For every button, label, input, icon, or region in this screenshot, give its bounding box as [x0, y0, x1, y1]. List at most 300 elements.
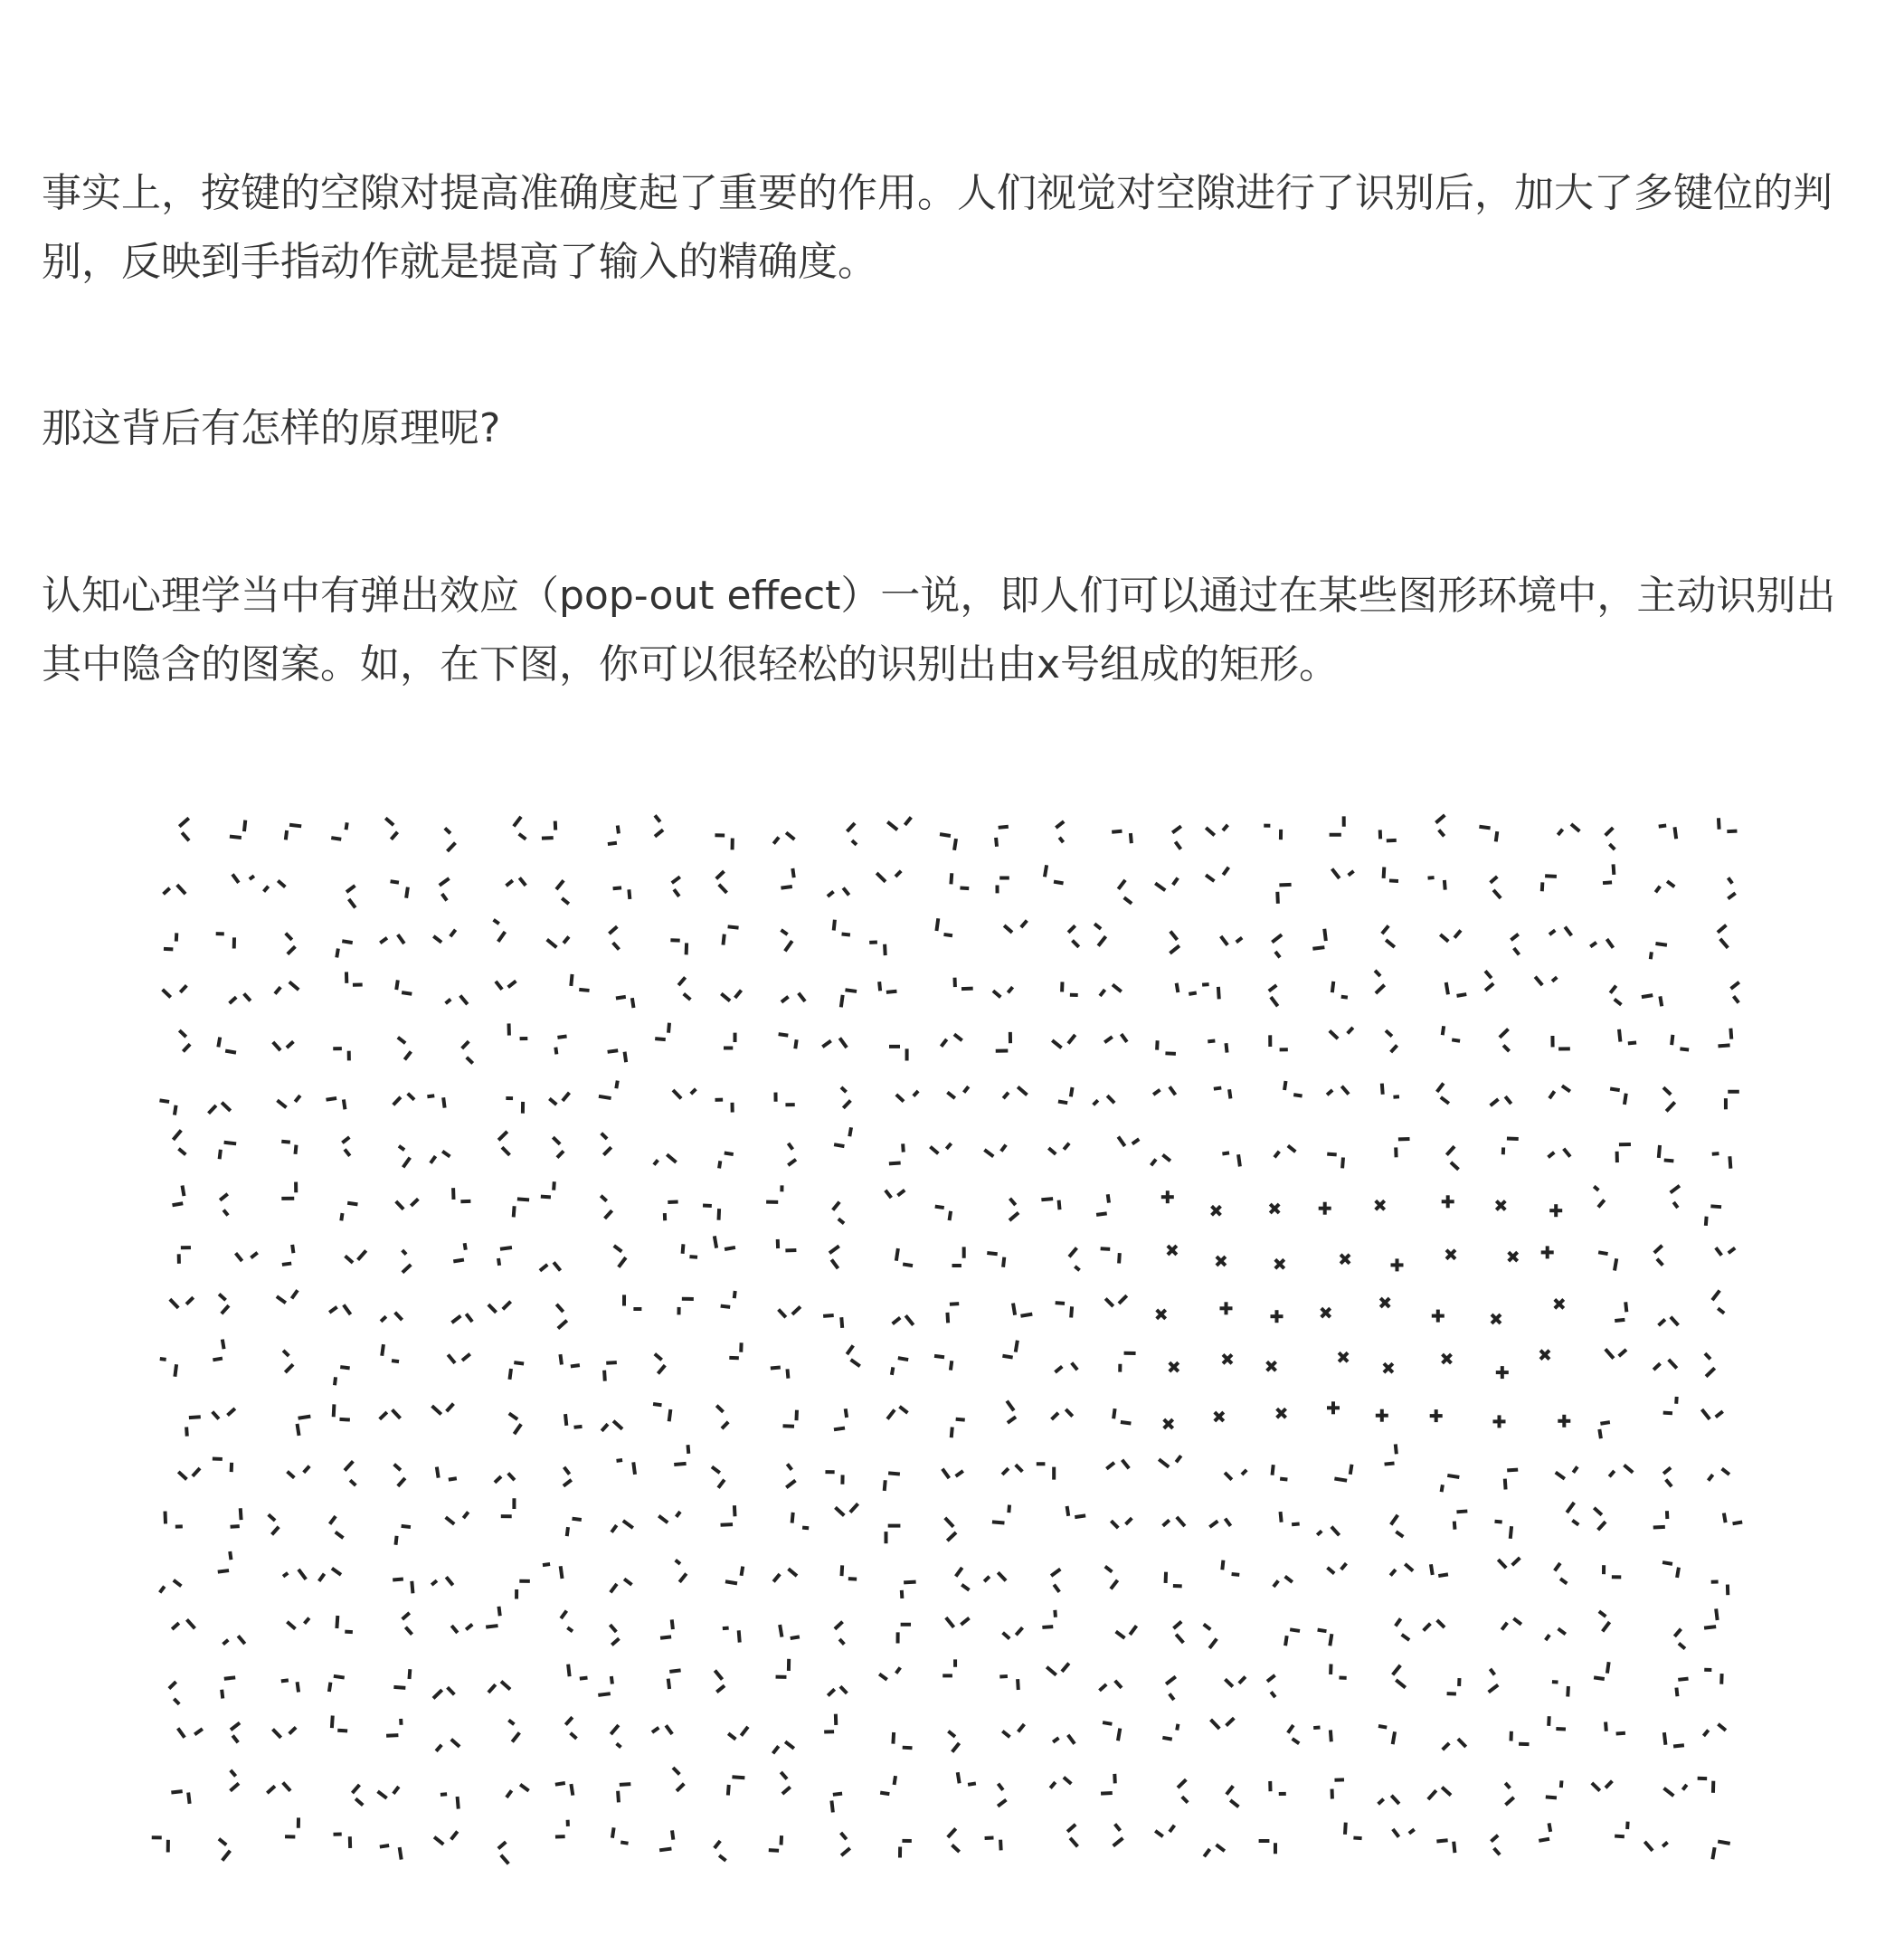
distractor-mark [1225, 1460, 1246, 1482]
distractor-mark [273, 1031, 294, 1051]
distractor-mark [213, 1399, 235, 1421]
distractor-mark [1100, 983, 1122, 1005]
distractor-mark [1206, 815, 1227, 837]
distractor-mark [654, 1152, 677, 1175]
distractor-mark [1659, 1315, 1679, 1335]
distractor-mark [886, 1181, 905, 1200]
distractor-mark [728, 1777, 745, 1797]
distractor-mark [1380, 925, 1402, 947]
distractor-mark [933, 1356, 952, 1371]
distractor-mark [702, 1206, 719, 1220]
distractor-mark [1673, 1629, 1693, 1649]
distractor-mark [707, 1406, 731, 1428]
distractor-mark [1176, 1779, 1198, 1802]
distractor-mark [946, 1607, 970, 1629]
distractor-mark [954, 1568, 978, 1590]
distractor-mark [229, 1722, 249, 1742]
distractor-mark [986, 1253, 1005, 1267]
distractor-mark [171, 1790, 189, 1806]
distractor-mark [1225, 1668, 1245, 1689]
distractor-mark [775, 1464, 798, 1487]
distractor-mark [997, 877, 1009, 893]
distractor-mark [334, 1834, 351, 1848]
distractor-mark [545, 1137, 565, 1157]
distractor-mark [832, 1622, 855, 1645]
distractor-mark [1055, 1361, 1077, 1382]
distractor-mark [218, 1038, 238, 1053]
distractor-mark [728, 1720, 748, 1741]
distractor-mark [1391, 1665, 1414, 1688]
x-mark [1165, 1358, 1183, 1376]
distractor-mark [1697, 1778, 1713, 1793]
distractor-mark [178, 1717, 203, 1741]
distractor-mark [947, 1078, 968, 1100]
distractor-mark [1331, 1779, 1345, 1798]
distractor-mark [1609, 1463, 1633, 1486]
distractor-mark [778, 1238, 797, 1251]
distractor-mark [1163, 1676, 1186, 1700]
distractor-mark [893, 1314, 914, 1335]
distractor-mark [779, 868, 795, 888]
distractor-mark [1048, 1135, 1069, 1156]
distractor-mark [328, 1516, 351, 1538]
distractor-mark [217, 1194, 238, 1216]
distractor-mark [1668, 1186, 1690, 1208]
distractor-mark [1067, 1503, 1086, 1518]
distractor-mark [1663, 1396, 1677, 1413]
distractor-mark [1376, 1726, 1396, 1744]
distractor-mark [229, 1508, 242, 1526]
distractor-mark [658, 1830, 675, 1850]
distractor-mark [887, 1406, 907, 1427]
distractor-mark [1113, 1409, 1132, 1423]
distractor-mark [495, 1472, 515, 1492]
distractor-mark [488, 1292, 511, 1314]
distractor-mark [1396, 1139, 1410, 1157]
distractor-mark [725, 1564, 743, 1584]
distractor-mark [158, 1359, 177, 1377]
x-mark [1163, 1241, 1181, 1259]
distractor-mark [831, 1409, 848, 1429]
distractor-mark [1711, 1581, 1729, 1596]
distractor-mark [592, 1133, 613, 1155]
distractor-mark [776, 1659, 790, 1677]
distractor-mark [1613, 1302, 1627, 1321]
distractor-mark [1552, 1036, 1569, 1049]
x-mark [1487, 1310, 1505, 1328]
distractor-mark [1549, 1146, 1570, 1168]
distractor-mark [1592, 1772, 1613, 1793]
distractor-mark [431, 1575, 453, 1596]
distractor-mark [1431, 1562, 1448, 1577]
distractor-mark [771, 1367, 789, 1380]
distractor-mark [664, 1202, 678, 1221]
distractor-mark [901, 1582, 916, 1598]
distractor-mark [846, 1345, 867, 1366]
distractor-mark [670, 940, 687, 954]
distractor-mark [381, 1310, 402, 1331]
distractor-mark [185, 1417, 202, 1436]
distractor-mark [223, 1633, 245, 1655]
distractor-mark [232, 865, 254, 886]
distractor-mark [1100, 1722, 1121, 1741]
distractor-mark [484, 1607, 501, 1627]
distractor-mark [215, 1551, 232, 1572]
distractor-mark [934, 1518, 957, 1541]
distractor-mark [220, 1142, 237, 1161]
distractor-mark [1151, 1153, 1170, 1173]
distractor-mark [331, 820, 346, 839]
distractor-mark [1002, 1463, 1022, 1483]
distractor-mark [1100, 1678, 1122, 1700]
distractor-mark [1013, 1301, 1032, 1317]
distractor-mark [1608, 1089, 1626, 1105]
distractor-mark [663, 1768, 687, 1791]
distractor-mark [1498, 1548, 1520, 1570]
distractor-mark [560, 1352, 579, 1368]
x-mark [1161, 1190, 1174, 1203]
distractor-mark [1719, 817, 1738, 831]
distractor-mark [1504, 1470, 1519, 1490]
distractor-mark [378, 1778, 399, 1800]
distractor-mark [497, 1132, 520, 1155]
distractor-mark [942, 1032, 962, 1054]
distractor-mark [766, 1185, 781, 1202]
distractor-mark [1096, 1567, 1120, 1589]
x-mark [1265, 1200, 1284, 1218]
distractor-mark [824, 1714, 837, 1732]
distractor-mark [771, 1772, 792, 1794]
distractor-mark [1590, 936, 1613, 958]
distractor-mark [1478, 1669, 1501, 1693]
distractor-mark [605, 826, 620, 845]
x-mark [1536, 1346, 1554, 1364]
distractor-mark [396, 980, 413, 993]
distractor-mark [1277, 885, 1292, 904]
distractor-mark [1706, 1206, 1721, 1227]
distractor-mark [645, 815, 666, 836]
distractor-mark [1265, 1675, 1286, 1697]
distractor-mark [1556, 1458, 1577, 1481]
distractor-mark [1334, 1462, 1351, 1481]
distractor-mark [427, 1095, 444, 1110]
distractor-mark [886, 1526, 901, 1544]
distractor-mark [783, 1409, 797, 1427]
distractor-mark [380, 1844, 402, 1862]
distractor-mark [1160, 931, 1181, 953]
distractor-mark [1225, 1786, 1246, 1807]
distractor-mark [547, 927, 569, 949]
distractor-mark [554, 1467, 573, 1486]
x-mark [1432, 1310, 1445, 1323]
distractor-mark [1311, 929, 1327, 949]
distractor-mark [280, 1142, 297, 1154]
distractor-mark [1364, 971, 1387, 993]
distractor-mark [1498, 1029, 1520, 1051]
distractor-mark [1442, 1475, 1460, 1494]
distractor-mark [565, 1412, 582, 1428]
distractor-mark [1716, 1238, 1735, 1257]
distractor-mark [1202, 983, 1219, 1000]
distractor-mark [673, 1445, 690, 1465]
x-mark [1319, 1202, 1331, 1215]
distractor-mark [567, 1518, 582, 1538]
distractor-mark [1536, 1823, 1551, 1840]
distractor-mark [1118, 1128, 1139, 1149]
distractor-mark [507, 876, 526, 895]
distractor-mark [999, 1675, 1018, 1691]
distractor-mark [385, 1719, 402, 1736]
x-mark [1334, 1348, 1352, 1366]
distractor-mark [987, 1784, 1009, 1807]
distractor-mark [514, 1199, 529, 1218]
x-mark [1220, 1302, 1233, 1314]
distractor-mark [400, 1613, 421, 1635]
distractor-mark [1172, 1622, 1193, 1643]
distractor-mark [1055, 1303, 1073, 1317]
x-mark [1263, 1357, 1281, 1375]
distractor-mark [346, 1243, 366, 1265]
distractor-mark [1659, 824, 1676, 840]
x-mark [1327, 1401, 1340, 1414]
x-mark [1442, 1246, 1460, 1264]
distractor-mark [1394, 1618, 1416, 1640]
distractor-mark [667, 1560, 689, 1582]
distractor-mark [719, 1152, 734, 1170]
distractor-mark [1222, 1560, 1241, 1575]
distractor-mark [497, 1247, 515, 1266]
distractor-mark [876, 859, 901, 884]
distractor-mark [1716, 925, 1738, 948]
distractor-mark [1642, 994, 1662, 1010]
distractor-mark [1659, 1145, 1675, 1161]
distractor-mark [879, 1660, 900, 1682]
distractor-mark [1104, 1031, 1127, 1052]
distractor-mark [678, 1299, 693, 1315]
distractor-mark [336, 1616, 354, 1632]
distractor-mark [773, 830, 794, 852]
distractor-mark [715, 1233, 735, 1251]
distractor-mark [501, 1413, 522, 1434]
distractor-mark [720, 1505, 735, 1525]
distractor-mark [611, 1827, 630, 1843]
distractor-mark [1511, 1731, 1530, 1744]
distractor-mark [275, 980, 298, 1004]
distractor-mark [1717, 1029, 1732, 1047]
distractor-mark [1066, 925, 1088, 947]
distractor-mark [1317, 1524, 1339, 1546]
distractor-mark [1565, 1503, 1587, 1525]
distractor-mark [1209, 1517, 1230, 1537]
distractor-mark [879, 980, 896, 992]
distractor-mark [393, 1579, 412, 1595]
distractor-mark [1585, 1508, 1607, 1530]
distractor-mark [230, 991, 251, 1012]
distractor-mark [1380, 830, 1397, 841]
distractor-mark [1390, 1561, 1413, 1584]
distractor-mark [1267, 985, 1287, 1006]
distractor-mark [647, 1354, 667, 1374]
distractor-mark [952, 1247, 963, 1266]
distractor-mark [769, 1835, 781, 1850]
x-mark [1271, 1310, 1284, 1323]
distractor-mark [1270, 1035, 1288, 1049]
x-mark [1496, 1366, 1509, 1379]
distractor-mark [215, 934, 234, 948]
distractor-mark [682, 1244, 698, 1257]
x-mark [1558, 1415, 1570, 1428]
x-mark [1212, 1252, 1230, 1270]
distractor-mark [220, 1770, 241, 1791]
x-mark [1430, 1409, 1443, 1422]
distractor-mark [178, 1459, 200, 1481]
distractor-mark [1105, 1286, 1127, 1308]
distractor-mark [390, 1146, 412, 1168]
distractor-mark [437, 878, 459, 900]
distractor-mark [1436, 1840, 1454, 1854]
distractor-mark [1002, 1339, 1017, 1358]
distractor-mark [1332, 859, 1354, 881]
distractor-mark [434, 828, 458, 851]
distractor-mark [1493, 1522, 1512, 1539]
distractor-mark [958, 1769, 976, 1786]
distractor-mark [1712, 1841, 1729, 1862]
distractor-mark [497, 1842, 518, 1864]
distractor-mark [172, 1617, 194, 1640]
distractor-mark [1662, 1467, 1680, 1486]
distractor-mark [995, 1032, 1010, 1051]
distractor-mark [396, 1189, 419, 1210]
distractor-mark [545, 1304, 569, 1329]
distractor-mark [613, 887, 630, 901]
distractor-mark [618, 1784, 632, 1802]
distractor-mark [345, 886, 365, 907]
distractor-mark [1106, 1457, 1129, 1479]
distractor-mark [869, 942, 886, 956]
distractor-mark [452, 1313, 473, 1333]
distractor-mark [1729, 982, 1748, 1003]
distractor-mark [1442, 1026, 1462, 1040]
distractor-mark [1285, 1629, 1300, 1647]
distractor-mark [1274, 1143, 1295, 1165]
distractor-mark [164, 933, 176, 950]
distractor-mark [1329, 816, 1343, 834]
pop-out-pattern-graphic [131, 787, 1768, 1886]
distractor-mark [1041, 1199, 1059, 1211]
distractor-mark [431, 1150, 450, 1171]
distractor-mark [704, 1466, 725, 1487]
distractor-mark [260, 1514, 279, 1534]
distractor-mark [1435, 1083, 1456, 1103]
distractor-mark [1551, 1682, 1568, 1696]
pop-out-effect-figure [131, 787, 1768, 1886]
distractor-mark [559, 1611, 581, 1632]
x-mark [1210, 1408, 1228, 1426]
distractor-mark [329, 1304, 350, 1324]
distractor-mark [1111, 1509, 1132, 1530]
distractor-mark [507, 1782, 529, 1806]
distractor-mark [997, 1401, 1018, 1423]
distractor-mark [1509, 934, 1529, 955]
distractor-mark [952, 1418, 965, 1438]
distractor-mark [1378, 1794, 1399, 1815]
distractor-mark [1491, 1095, 1511, 1115]
x-mark [1391, 1258, 1404, 1271]
distractor-mark [1586, 1186, 1606, 1207]
distractor-mark [1120, 1353, 1135, 1372]
distractor-mark [729, 1342, 741, 1358]
distractor-mark [670, 877, 689, 896]
distractor-mark [1609, 986, 1629, 1005]
distractor-mark [543, 1563, 563, 1581]
distractor-mark [1204, 1844, 1225, 1864]
distractor-mark [831, 1794, 845, 1813]
distractor-mark [451, 1243, 468, 1261]
distractor-mark [1606, 1339, 1626, 1360]
distractor-mark [723, 926, 738, 946]
distractor-mark [658, 1619, 674, 1637]
distractor-mark [887, 808, 911, 832]
distractor-mark [841, 1565, 857, 1579]
distractor-mark [395, 1526, 410, 1547]
distractor-mark [885, 1473, 900, 1492]
distractor-mark [1331, 982, 1349, 998]
distractor-mark [1653, 1358, 1677, 1381]
distractor-mark [668, 1670, 683, 1689]
distractor-mark [1222, 1152, 1239, 1169]
distractor-mark [651, 1404, 671, 1421]
distractor-mark [1094, 1194, 1110, 1215]
x-mark [1208, 1201, 1226, 1219]
distractor-mark [210, 1839, 232, 1861]
distractor-mark [724, 1033, 735, 1048]
distractor-mark [178, 818, 201, 840]
distractor-mark [1704, 1670, 1722, 1684]
distractor-mark [1616, 1144, 1631, 1162]
distractor-mark [1389, 1515, 1412, 1537]
distractor-mark [1594, 1660, 1609, 1679]
distractor-mark [1259, 1841, 1275, 1854]
distractor-mark [1447, 1678, 1460, 1694]
distractor-mark [453, 1188, 470, 1202]
distractor-mark [437, 1465, 457, 1482]
distractor-mark [677, 977, 699, 1000]
distractor-mark [773, 1741, 794, 1762]
distractor-mark [781, 991, 805, 1013]
distractor-mark [715, 1099, 733, 1112]
distractor-mark [1053, 1732, 1075, 1753]
distractor-mark [1663, 1775, 1686, 1797]
distractor-mark [951, 873, 970, 888]
distractor-mark [434, 1822, 458, 1845]
distractor-mark [152, 1837, 168, 1852]
distractor-mark [160, 1578, 182, 1600]
distractor-mark [778, 1143, 799, 1165]
distractor-mark [1274, 1575, 1293, 1594]
distractor-mark [1661, 1562, 1680, 1578]
distractor-mark [940, 1731, 961, 1752]
distractor-mark [1651, 944, 1667, 962]
distractor-mark [1644, 1831, 1667, 1854]
distractor-mark [1672, 1035, 1691, 1050]
distractor-mark [1162, 1722, 1178, 1740]
distractor-mark [1428, 1786, 1451, 1808]
distractor-mark [506, 1098, 523, 1114]
distractor-mark [1159, 1447, 1181, 1469]
distractor-mark [1676, 1679, 1691, 1697]
distractor-mark [1726, 1092, 1739, 1110]
distractor-mark [1214, 1086, 1231, 1100]
